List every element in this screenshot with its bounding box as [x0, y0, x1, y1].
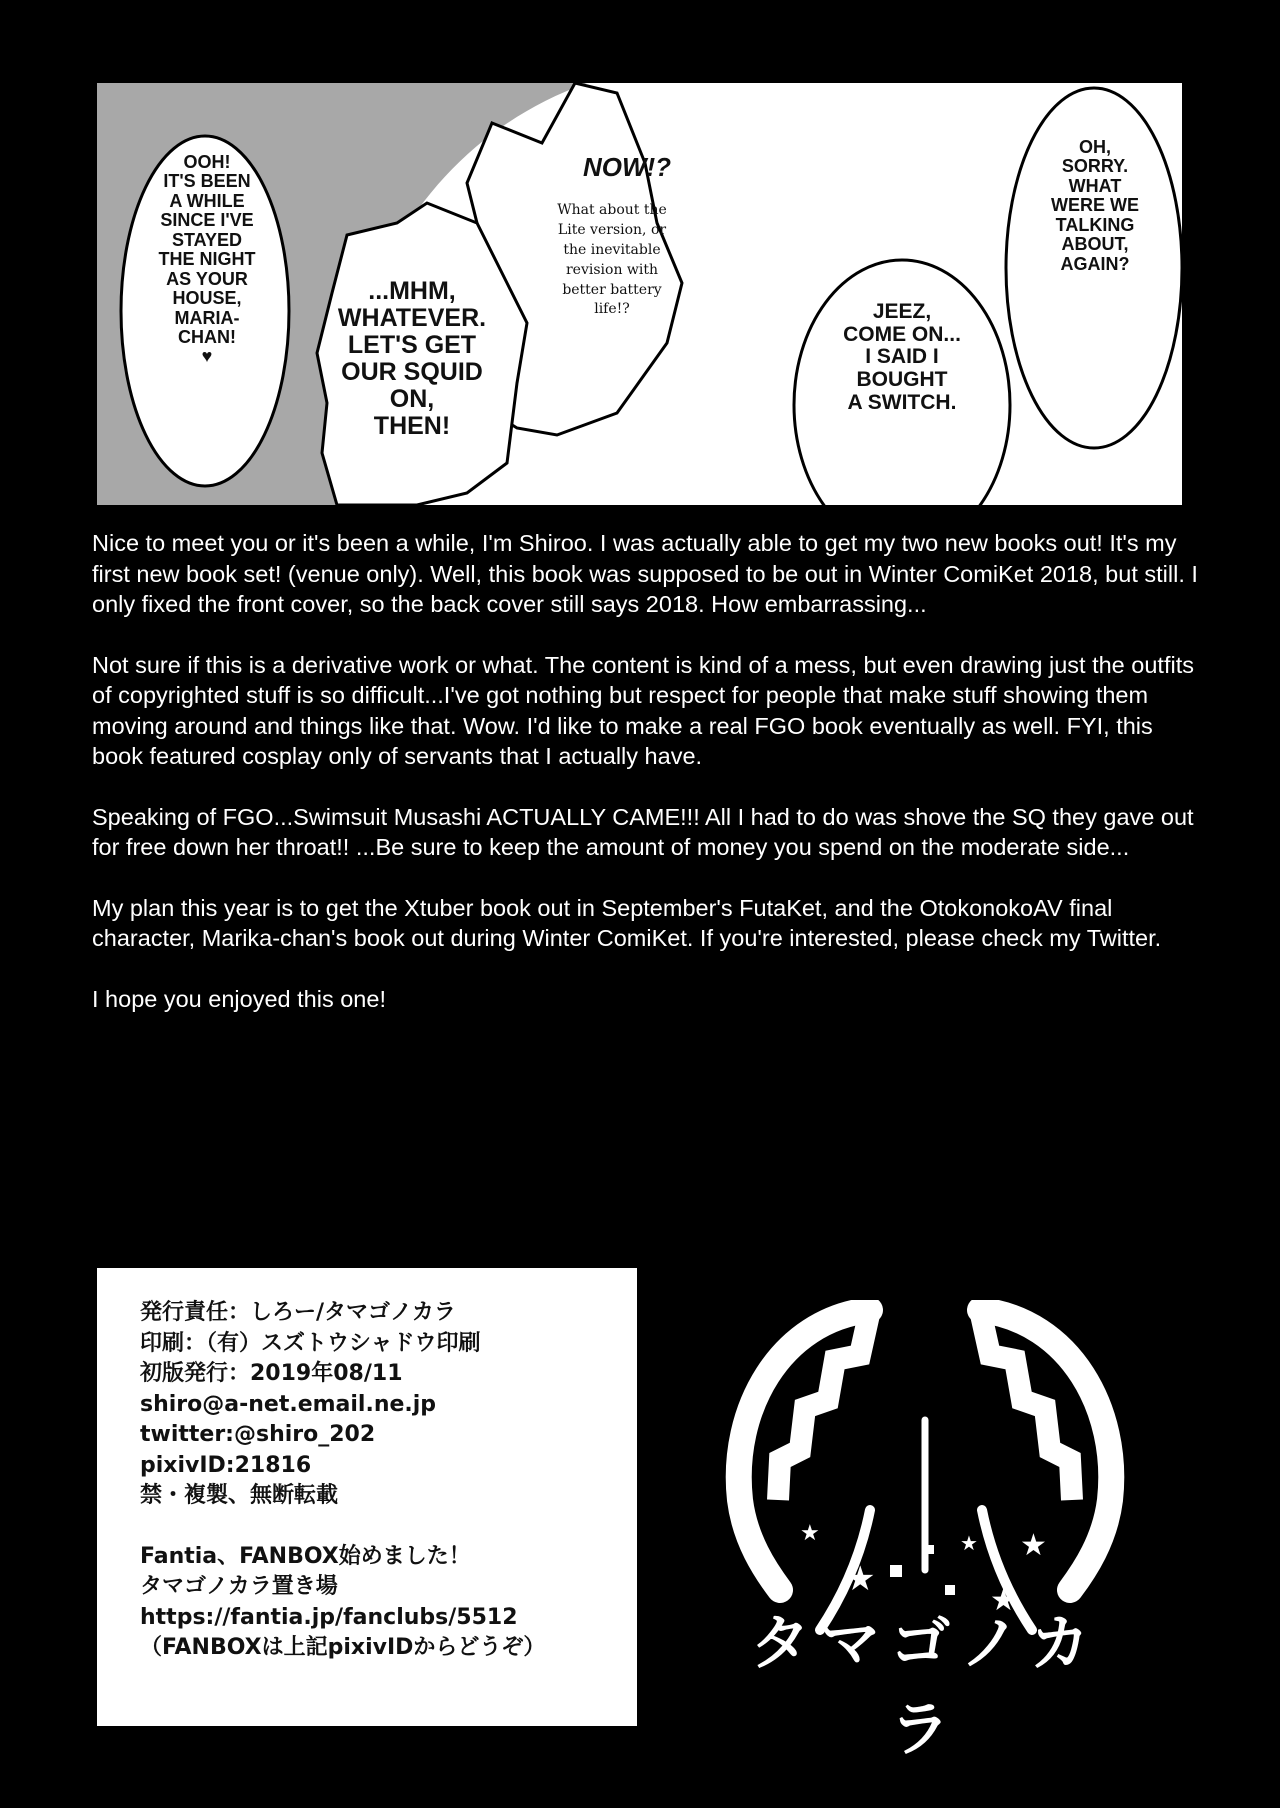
speech-bubble-3-title: NOW!? [582, 152, 672, 182]
colophon-box [97, 1268, 637, 1726]
colophon-pixiv: pixivID:21816 [140, 1452, 312, 1478]
afterword-paragraph: Not sure if this is a derivative work or what. The content is kind of a mess, but even drawing just the outfits of copyrighted stuff is so difficult...I've got nothing but respect for people that make stuff showing them moving around and things like that. Wow. I'd like to make a real FGO book eventually as well. FYI, this book featured cosplay only of servants that I actually have. [92, 651, 1194, 769]
speech-bubble-2: ...MHM, WHATEVER. LET'S GET OUR SQUID ON, THEN! [337, 277, 487, 440]
speech-bubble-5: OH, SORRY. WHAT WERE WE TALKING ABOUT, AGAIN? [1051, 137, 1139, 274]
colophon-printer: 印刷：（有）スズトウシャドウ印刷 [140, 1330, 481, 1356]
colophon-fanbox-line: タマゴノカラ置き場 [140, 1574, 338, 1599]
colophon-email: shiro@a-net.email.ne.jp [140, 1391, 437, 1417]
afterword-paragraph: I hope you enjoyed this one! [92, 985, 386, 1012]
colophon-date: 初版発行：2019年08/11 [140, 1361, 403, 1386]
colophon-fantia-link[interactable]: https://fantia.jp/fanclubs/5512 [140, 1604, 518, 1630]
colophon-fanbox-line: （FANBOXは上記pixivIDからどうぞ） [140, 1635, 546, 1660]
svg-text:★: ★ [800, 1521, 820, 1546]
speech-bubble-3-body: What about the Lite version, or the inevitable revision with better battery life!? [557, 202, 667, 318]
svg-text:★: ★ [845, 1559, 876, 1599]
svg-text:★: ★ [1020, 1528, 1047, 1563]
speech-bubble-4: JEEZ, COME ON... I SAID I BOUGHT A SWITCH. [843, 300, 961, 414]
colophon-fanbox-line: Fantia、FANBOX始めました！ [140, 1543, 471, 1569]
afterword-paragraph: My plan this year is to get the Xtuber book out in September's FutaKet, and the OtokonokoAV final character, Marika-chan's book out during Winter ComiKet. If you're interested, please check my Twitter. [92, 894, 1162, 951]
speech-bubble-1: OOH! IT'S BEEN A WHILE SINCE I'VE STAYED THE NIGHT AS YOUR HOUSE, MARIA- CHAN! ♥ [158, 152, 256, 367]
colophon-spacer [140, 1512, 637, 1542]
manga-panel [97, 83, 1182, 505]
svg-text:★: ★ [960, 1531, 978, 1555]
afterword-paragraph: Speaking of FGO...Swimsuit Musashi ACTUALLY CAME!!! All I had to do was shove the SQ they gave out for free down her throat!! ...Be sure to keep the amount of money you spend on the moderate side... [92, 803, 1194, 860]
colophon-copyright: 禁・複製、無断転載 [140, 1483, 339, 1508]
afterword-paragraph: Nice to meet you or it's been a while, I'm Shiroo. I was actually able to get my two new books out! It's my first new book set! (venue only). Well, this book was supposed to be out in Winter ComiKet 2018, but still. I only fixed the front cover, so the back cover still says 2018. How embarrassing... [92, 530, 1198, 617]
colophon-publisher: 発行責任：しろー/タマゴノカラ [140, 1300, 456, 1325]
colophon-twitter: twitter:@shiro_202 [140, 1422, 376, 1447]
logo-wordmark: タマゴノカラ [750, 1609, 1100, 1765]
afterword [92, 528, 1202, 1044]
svg-text:★: ★ [990, 1583, 1017, 1618]
